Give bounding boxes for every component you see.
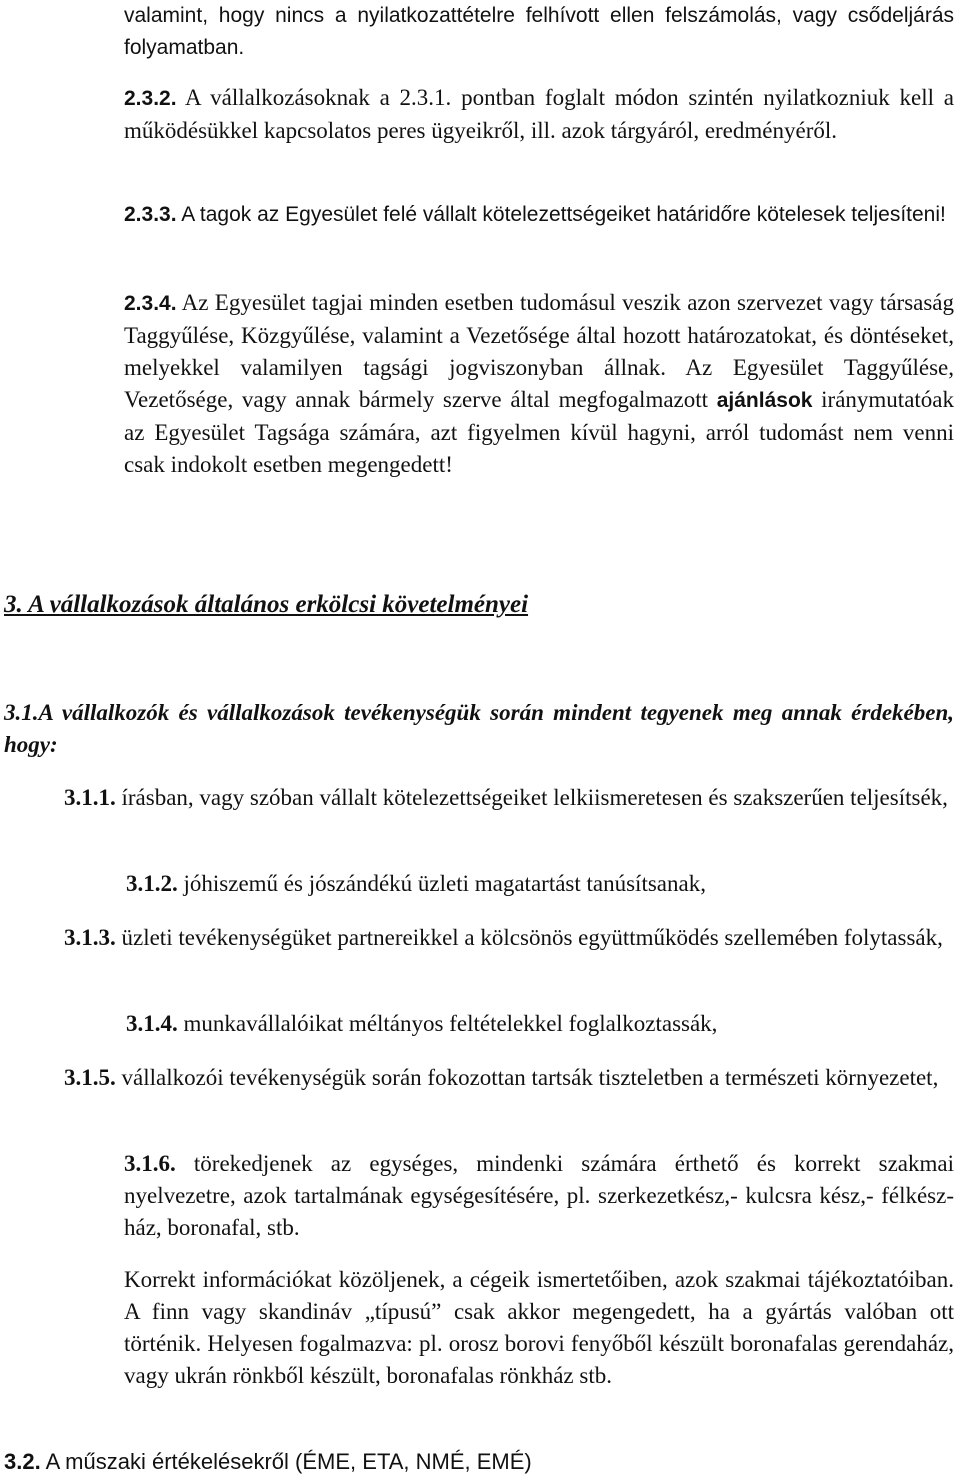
item-3-1-4	[126, 1008, 956, 1040]
paragraph-2-3-4-text-a: Az Egyesület tagjai minden esetben tudomásul veszik azon szervezet vagy társaság Taggyűlése, Közgyűlése, valamint a Vezetősége által hozott határozatokat, és döntéseket, melyekkel valamilyen tagsági jogviszonyban állnak.	[124, 290, 955, 380]
item-3-1-5	[64, 1062, 954, 1094]
item-3-1-2	[126, 868, 956, 900]
item-number: 3.1.2.	[126, 871, 178, 896]
paragraph-2-3-3	[124, 199, 954, 231]
paragraph-2-3-2	[124, 82, 954, 147]
paragraph-korrekt: Korrekt információkat közöljenek, a cégeik ismertetőiben, azok szakmai tájékoztatóiban. A finn vagy skandináv „típusú” csak akkor megengedett, ha a gyártás valóban ott történik. Helyesen fogalmazva: pl. orosz borovi fenyőből készült boronafalas gerendaház, vagy ukrán rönkből készült, boronafalas rönkház stb.	[124, 1267, 954, 1388]
paragraph-2-3-4-text-c: iránymutatóak az Egyesület Tagsága számára, azt figyelmen kívül hagyni, arról tudomást nem venni csak indokolt esetben megengedett!	[124, 387, 955, 477]
section-3-heading: 3. A vállalkozások általános erkölcsi követelményei	[4, 591, 529, 618]
section-3-2-number: 3.2.	[4, 1449, 41, 1474]
item-text: írásban, vagy szóban vállalt kötelezettségeiket lelkiismeretesen és szakszerűen teljesítsék,	[121, 785, 948, 810]
paragraph-2-3-3-number: 2.3.3.	[124, 203, 177, 226]
paragraph-2-3-4	[124, 287, 954, 481]
item-text: törekedjenek az egységes, mindenki számára érthető és korrekt szakmai nyelvezetre, azok tartalmának egységesítésére, pl. szerkezetkész,- kulcsra kész,- félkész- ház, boronafal, stb.	[124, 1151, 954, 1240]
paragraph-2-3-4-number: 2.3.4.	[124, 292, 177, 315]
paragraph-2-3-4-text-b: Az Egyesület Taggyűlése, Vezetősége, vagy annak bármely szerve által megfogalmazott	[124, 355, 954, 412]
item-number: 3.1.6.	[124, 1151, 176, 1176]
section-3-2-title: A műszaki értékelésekről (ÉME, ETA, NMÉ, EMÉ)	[45, 1449, 532, 1474]
paragraph-2-3-4-bold-word: ajánlások	[716, 389, 813, 412]
item-text: munkavállalóikat méltányos feltételekkel foglalkoztassák,	[183, 1011, 718, 1036]
item-number: 3.1.4.	[126, 1011, 178, 1036]
item-number: 3.1.1.	[64, 785, 116, 810]
item-text: jóhiszemű és jószándékú üzleti magatartást tanúsítsanak,	[183, 871, 706, 896]
paragraph-2-3-2-number: 2.3.2.	[124, 87, 177, 110]
item-number: 3.1.5.	[64, 1065, 116, 1090]
paragraph-2-3-2-text: A vállalkozásoknak a 2.3.1. pontban foglalt módon szintén nyilatkozniuk kell a működésükkel kapcsolatos peres ügyeikről, ill. azok tárgyáról, eredményéről.	[124, 85, 955, 143]
item-3-1-3	[64, 922, 954, 954]
paragraph-intro: valamint, hogy nincs a nyilatkozattételre felhívott ellen felszámolás, vagy csődeljárás folyamatban.	[124, 4, 954, 59]
item-3-1-1	[64, 782, 954, 814]
item-3-1-6	[124, 1148, 954, 1244]
item-number: 3.1.3.	[64, 925, 116, 950]
paragraph-2-3-3-text: A tagok az Egyesület felé vállalt kötelezettségeiket határidőre kötelesek teljesíteni!	[181, 203, 946, 226]
section-3-1-heading: 3.1.A vállalkozók és vállalkozások tevékenységük során mindent tegyenek meg annak érdekében, hogy:	[4, 700, 954, 757]
section-3-2-heading	[4, 1446, 904, 1478]
item-text: vállalkozói tevékenységük során fokozottan tartsák tiszteletben a természeti környezetet,	[121, 1065, 939, 1090]
item-text: üzleti tevékenységüket partnereikkel a kölcsönös együttműködés szellemében folytassák,	[121, 925, 943, 950]
